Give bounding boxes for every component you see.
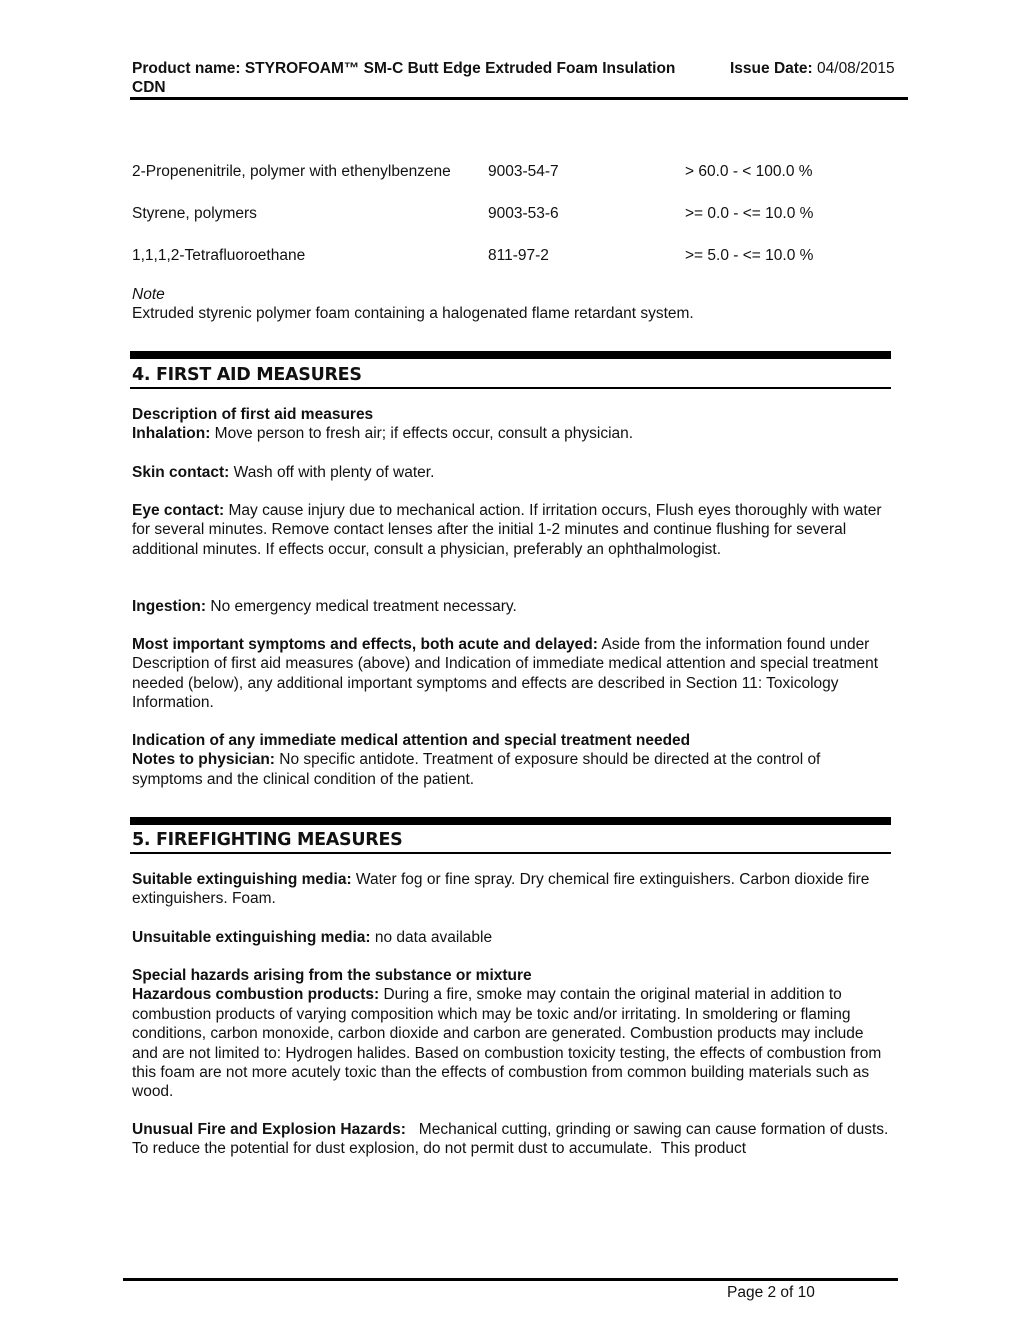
symptoms-label: Most important symptoms and effects, both acute and delayed: <box>132 636 598 653</box>
section-bottom-rule <box>130 852 891 854</box>
medical-attention <box>132 731 892 789</box>
composition-row <box>132 204 892 224</box>
component-name: 1,1,1,2-Tetrafluoroethane <box>132 247 306 264</box>
unsuitable-media-text: no data available <box>370 929 493 946</box>
subsection-heading: Description of first aid measures <box>132 406 374 423</box>
symptoms-text: Aside from the information found under Description of first aid measures (above) and Indication of immediate medical attention and special treatment needed (below), any additional important symptoms and effects are described in Section 11: Toxicology Information. <box>132 636 879 712</box>
inhalation-label: Inhalation: <box>132 425 211 443</box>
notes-to-physician-text: No specific antidote. Treatment of exposure should be directed at the control of symptoms and the clinical condition of the patient. <box>132 751 821 788</box>
issue-date-label: Issue Date: <box>730 60 813 77</box>
product-name-label: Product name: <box>132 60 241 77</box>
component-cas: 9003-53-6 <box>488 205 559 222</box>
suitable-media-text: Water fog or fine spray. Dry chemical fire extinguishers. Carbon dioxide fire extinguishers. Foam. <box>132 871 870 908</box>
ingestion-label: Ingestion: <box>132 598 207 615</box>
skin-contact <box>132 463 892 482</box>
issue-date <box>730 59 895 78</box>
component-cas: 811-97-2 <box>488 247 549 264</box>
composition-row <box>132 246 892 266</box>
section-4-title: 4. FIRST AID MEASURES <box>132 365 362 385</box>
section-top-bar <box>130 351 891 359</box>
unsuitable-media-label: Unsuitable extinguishing media: <box>132 929 371 946</box>
notes-to-physician-label: Notes to physician: <box>132 751 275 769</box>
product-name-value: STYROFOAM™ SM-C Butt Edge Extruded Foam Insulation CDN <box>132 60 676 96</box>
special-hazards <box>132 966 892 1102</box>
combustion-products-text: During a fire, smoke may contain the original material in addition to combustion products of varying composition which may be toxic and/or irritating. In smoldering or flaming conditions, carbon monoxide, carbon dioxide and carbon are generated. Combustion products may include and are not limited to: Hydrogen halides. Based on combustion toxicity testing, the effects of combustion from this foam are not more acutely toxic than the effects of combustion from common building materials such as wood. <box>132 986 882 1101</box>
component-name: Styrene, polymers <box>132 205 257 222</box>
component-concentration: > 60.0 - < 100.0 % <box>685 163 813 180</box>
subsection-heading: Indication of any immediate medical attention and special treatment needed <box>132 732 691 749</box>
eye-contact-text: May cause injury due to mechanical action. If irritation occurs, Flush eyes thoroughly with water for several minutes. Remove contact lenses after the initial 1-2 minutes and continue flushing for several additional minutes. If effects occur, consult a physician, preferably an ophthalmologist. <box>132 502 882 558</box>
skin-contact-text: Wash off with plenty of water. <box>229 464 435 481</box>
eye-contact <box>132 501 892 559</box>
suitable-media <box>132 870 892 909</box>
note-text: Extruded styrenic polymer foam containing a halogenated flame retardant system. <box>132 305 694 322</box>
issue-date-value: 04/08/2015 <box>817 60 895 77</box>
symptoms <box>132 635 892 713</box>
first-aid-description <box>132 405 892 444</box>
suitable-media-label: Suitable extinguishing media: <box>132 871 352 888</box>
composition-row <box>132 162 892 182</box>
product-name-header <box>132 59 692 97</box>
eye-contact-label: Eye contact: <box>132 502 225 519</box>
component-cas: 9003-54-7 <box>488 163 559 180</box>
component-concentration: >= 5.0 - <= 10.0 % <box>685 247 814 264</box>
inhalation-text: Move person to fresh air; if effects occur, consult a physician. <box>210 425 634 443</box>
component-concentration: >= 0.0 - <= 10.0 % <box>685 205 814 222</box>
ingestion <box>132 597 892 616</box>
skin-contact-label: Skin contact: <box>132 464 230 481</box>
header-divider <box>130 97 908 100</box>
unusual-hazards-label: Unusual Fire and Explosion Hazards: <box>132 1121 406 1138</box>
footer-divider <box>123 1278 898 1281</box>
subsection-heading: Special hazards arising from the substance or mixture <box>132 967 532 984</box>
component-name: 2-Propenenitrile, polymer with ethenylbenzene <box>132 163 451 180</box>
section-bottom-rule <box>130 387 891 389</box>
ingestion-text: No emergency medical treatment necessary. <box>206 598 517 615</box>
unsuitable-media <box>132 928 892 947</box>
section-top-bar <box>130 817 891 825</box>
unusual-hazards-text: Mechanical cutting, grinding or sawing can cause formation of dusts. To reduce the potential for dust explosion, do not permit dust to accumulate. This product <box>132 1121 893 1158</box>
page-number: Page 2 of 10 <box>727 1284 815 1301</box>
combustion-products-label: Hazardous combustion products: <box>132 986 380 1004</box>
section-5-title: 5. FIREFIGHTING MEASURES <box>132 830 403 850</box>
unusual-hazards <box>132 1120 892 1159</box>
note-label: Note <box>132 286 165 303</box>
